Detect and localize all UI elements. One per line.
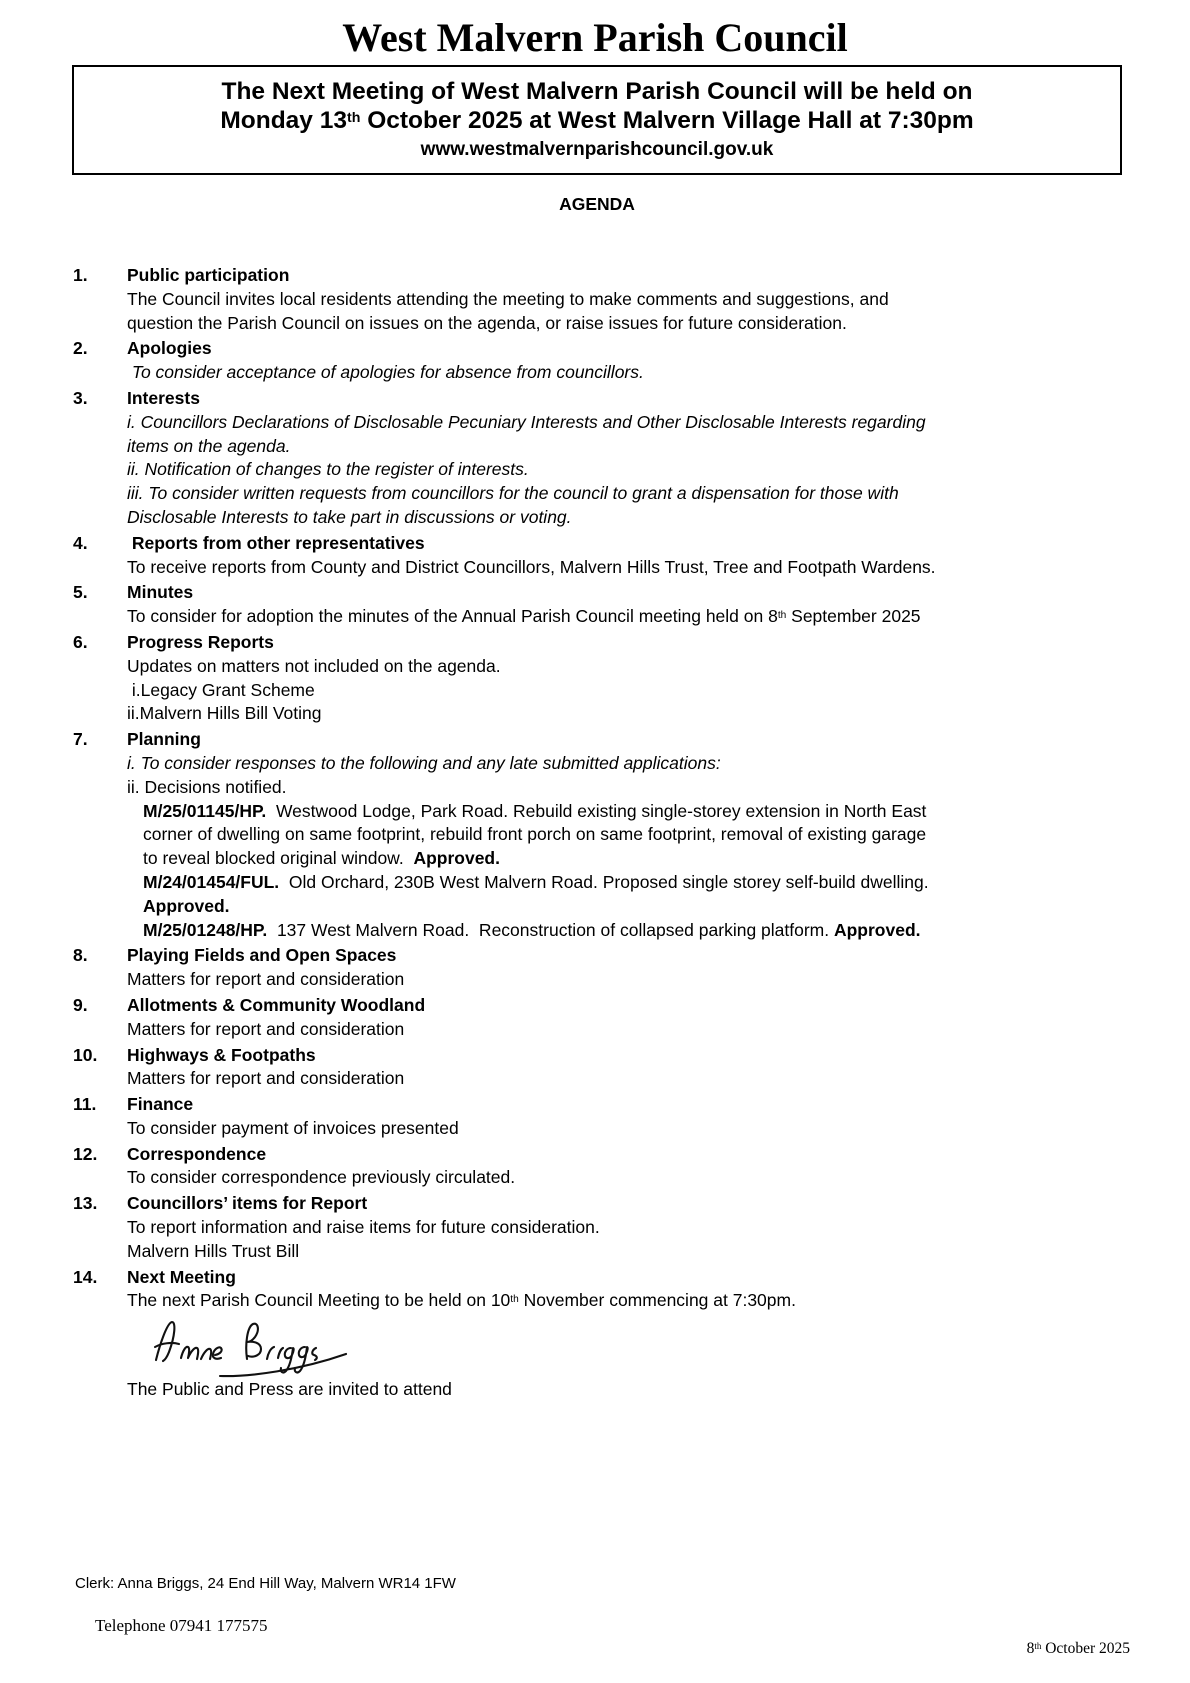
item-line: To consider acceptance of apologies for absence from councillors.: [127, 362, 644, 383]
agenda-heading: AGENDA: [559, 194, 635, 214]
item-title: Interests: [127, 387, 200, 408]
item-line: To consider for adoption the minutes of the Annual Parish Council meeting held on 8th September 2025: [127, 606, 921, 627]
agenda-item-heading: [0, 1093, 1190, 1117]
signature-image: [150, 1314, 350, 1380]
item-line: To report information and raise items for future consideration.: [127, 1217, 600, 1238]
item-line: items on the agenda.: [127, 435, 291, 456]
item-title: Correspondence: [127, 1143, 267, 1164]
item-number: 1.: [73, 265, 88, 285]
item-number: 5.: [73, 582, 88, 603]
date-line: 8th October 2025: [1026, 1640, 1130, 1657]
item-number: 6.: [73, 631, 88, 652]
item-line: Matters for report and consideration: [127, 1068, 405, 1089]
item-line: i. Councillors Declarations of Disclosable Pecuniary Interests and Other Disclosable Interests regarding: [127, 411, 926, 432]
item-line: Malvern Hills Trust Bill: [127, 1240, 300, 1261]
item-line: The next Parish Council Meeting to be held on 10th November commencing at 7:30pm.: [127, 1290, 796, 1311]
document-title: West Malvern Parish Council: [342, 15, 848, 60]
item-line: M/25/01248/HP. 137 West Malvern Road. Reconstruction of collapsed parking platform. Approved.: [143, 919, 921, 940]
agenda-item: [0, 1266, 1190, 1314]
agenda-item: [0, 944, 1190, 992]
agenda-item: [0, 1143, 1190, 1191]
notice-url: www.westmalvernparishcouncil.gov.uk: [420, 139, 774, 160]
item-title: Playing Fields and Open Spaces: [127, 945, 397, 966]
item-title: Public participation: [127, 265, 290, 285]
agenda-item-heading: [0, 1192, 1190, 1216]
item-line: Matters for report and consideration: [127, 1018, 405, 1039]
agenda-item-heading: [0, 1266, 1190, 1290]
agenda-item: [0, 1044, 1190, 1092]
item-line: question the Parish Council on issues on the agenda, or raise issues for future consideration.: [127, 312, 847, 333]
item-line: corner of dwelling on same footprint, rebuild front porch on same footprint, removal of existing garage: [143, 824, 927, 845]
agenda-item: [0, 728, 1190, 942]
item-title: Allotments & Community Woodland: [127, 994, 426, 1015]
item-line: ii. Decisions notified.: [127, 776, 287, 797]
agenda-item-heading: [0, 994, 1190, 1018]
item-number: 14.: [73, 1266, 98, 1287]
notice-line-1: The Next Meeting of West Malvern Parish Council will be held on: [221, 78, 973, 105]
item-title: Minutes: [127, 582, 194, 603]
agenda-item-heading: [0, 264, 1190, 288]
agenda-item: [0, 1192, 1190, 1263]
item-title: Councillors’ items for Report: [127, 1193, 368, 1214]
attend-note: The Public and Press are invited to attend: [127, 1379, 452, 1399]
item-line: i. To consider responses to the following and any late submitted applications:: [127, 752, 721, 773]
agenda-item-heading: [0, 337, 1190, 361]
agenda-item-heading: [0, 581, 1190, 605]
agenda-item-heading: [0, 728, 1190, 752]
signature: [150, 1314, 350, 1385]
item-title: Finance: [127, 1094, 194, 1115]
item-number: 12.: [73, 1143, 98, 1164]
telephone-line: Telephone 07941 177575: [95, 1616, 268, 1635]
item-line: To consider correspondence previously circulated.: [127, 1167, 516, 1188]
agenda-item-heading: [0, 944, 1190, 968]
item-number: 10.: [73, 1044, 98, 1065]
agenda-item-heading: [0, 631, 1190, 655]
agenda-item: [0, 994, 1190, 1042]
item-title: Apologies: [127, 338, 212, 359]
item-line: Updates on matters not included on the agenda.: [127, 655, 501, 676]
item-line: To receive reports from County and District Councillors, Malvern Hills Trust, Tree and Footpath Wardens.: [127, 556, 936, 577]
item-line: Approved.: [143, 895, 230, 916]
item-number: 8.: [73, 945, 88, 966]
item-line: M/24/01454/FUL. Old Orchard, 230B West Malvern Road. Proposed single storey self-build dwelling.: [143, 871, 929, 892]
agenda-item: [0, 264, 1190, 335]
item-line: To consider payment of invoices presented: [127, 1117, 459, 1138]
agenda-item: [0, 532, 1190, 580]
agenda-item: [0, 387, 1190, 530]
item-line: to reveal blocked original window. Approved.: [143, 848, 500, 869]
item-title: Highways & Footpaths: [127, 1044, 316, 1065]
item-line: iii. To consider written requests from councillors for the council to grant a dispensation for those with: [127, 483, 899, 504]
item-line: Matters for report and consideration: [127, 969, 405, 990]
item-number: 2.: [73, 338, 88, 359]
item-title: Reports from other representatives: [127, 532, 425, 553]
item-number: 13.: [73, 1193, 98, 1214]
item-number: 4.: [73, 532, 88, 553]
clerk-line: Clerk: Anna Briggs, 24 End Hill Way, Malvern WR14 1FW: [75, 1575, 456, 1592]
agenda-list: [0, 262, 1190, 1313]
agenda-item: [0, 337, 1190, 385]
item-number: 7.: [73, 729, 88, 750]
item-line: ii.Malvern Hills Bill Voting: [127, 703, 322, 724]
item-number: 11.: [73, 1094, 97, 1115]
item-title: Next Meeting: [127, 1266, 236, 1287]
item-title: Progress Reports: [127, 631, 274, 652]
item-number: 9.: [73, 994, 88, 1015]
notice-box: [72, 65, 1122, 175]
item-line: The Council invites local residents attending the meeting to make comments and suggestions, and: [127, 288, 889, 309]
item-line: Disclosable Interests to take part in discussions or voting.: [127, 506, 572, 527]
agenda-item-heading: [0, 1143, 1190, 1167]
item-title: Planning: [127, 729, 201, 750]
notice-line-2: Monday 13th October 2025 at West Malvern Village Hall at 7:30pm: [220, 107, 974, 134]
agenda-item-heading: [0, 1044, 1190, 1068]
item-number: 3.: [73, 387, 88, 408]
agenda-item: [0, 631, 1190, 726]
agenda-item-heading: [0, 532, 1190, 556]
agenda-item: [0, 1093, 1190, 1141]
agenda-item-heading: [0, 387, 1190, 411]
agenda-item: [0, 581, 1190, 629]
item-line: M/25/01145/HP. Westwood Lodge, Park Road. Rebuild existing single-storey extension in North East: [143, 800, 927, 821]
item-line: i.Legacy Grant Scheme: [127, 679, 315, 700]
item-line: ii. Notification of changes to the register of interests.: [127, 459, 529, 480]
